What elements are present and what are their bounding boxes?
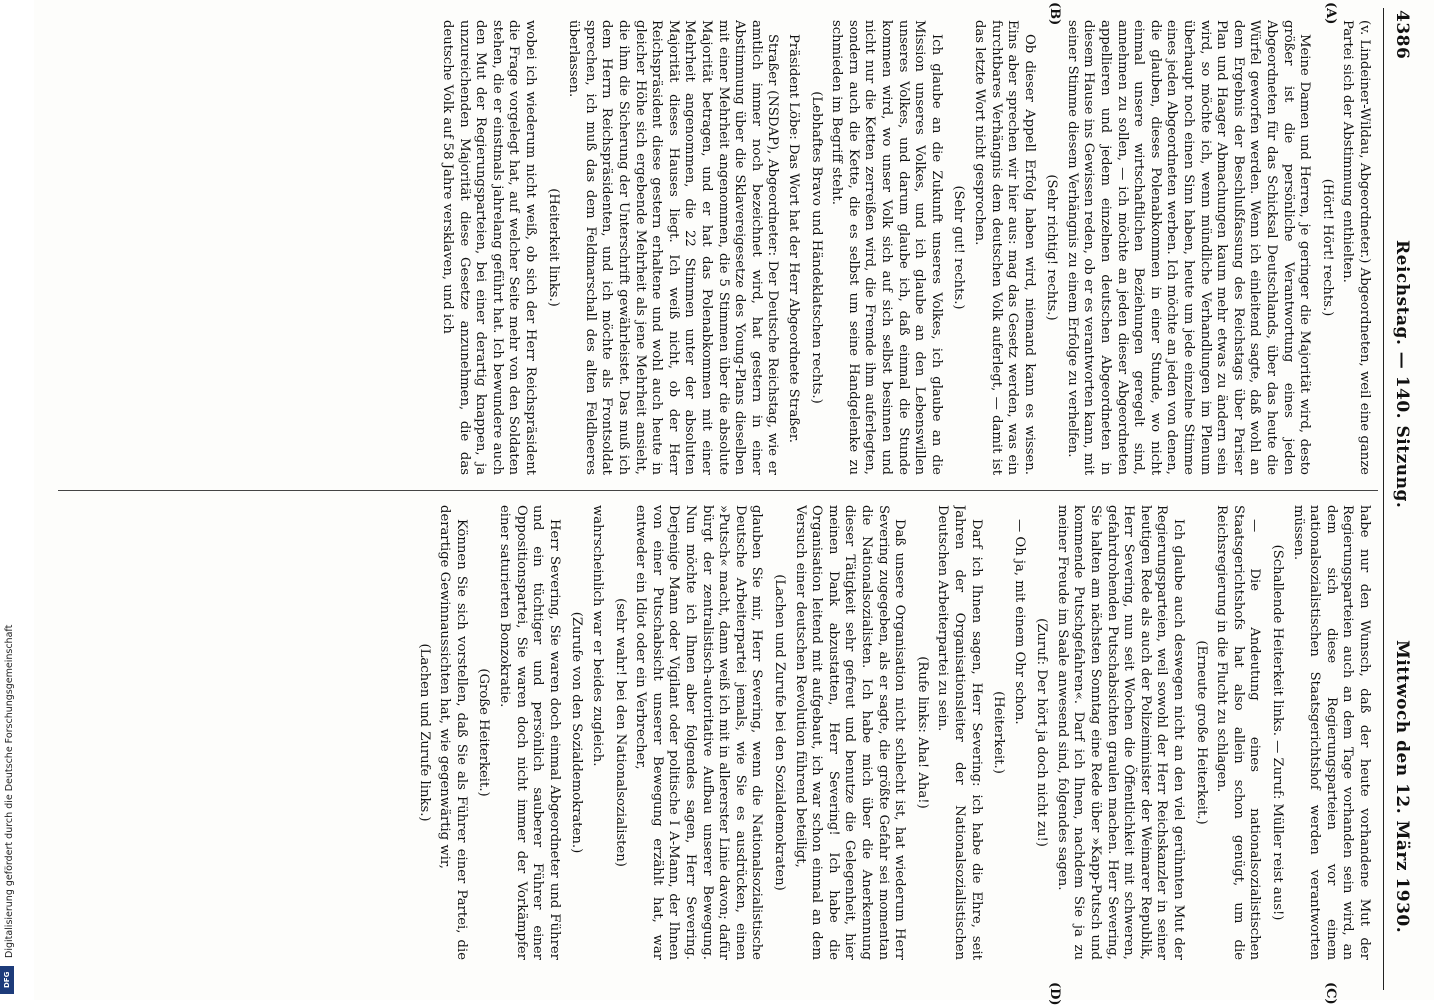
paragraph: — Oh ja, mit einem Ohr schon. [1011, 519, 1027, 725]
paragraph: glauben Sie mir, Herr Severing, wenn die Nationalsozialistische Deutsche Arbeiterpartei jemals, wie Sie es ausdrücken, einen »Putsch« macht, dann weiß ich mit in allererster Linie davon; dafür bürgt der zentralistisch-autoritative Aufbau unserer Bewegung. Nun möchte ich Ihnen aber folgendes sagen, Herr Severing. Derjenige Mann oder Vigilant oder politische I A-Mann, der Ihnen von einer Putschabsicht unserer Bewegung erzählt hat, war entweder ein Idiot oder ein Verbrecher, [633, 505, 765, 960]
margin-ref-a: (A) [1323, 2, 1338, 25]
speaker-intro: Präsident Löbe: Das Wort hat der Herr Abgeordnete Straßer. [786, 34, 801, 443]
paragraph: Ob dieser Appell Erfolg haben wird, niemand kann es wissen. Eins aber sprechen wir hier aus: mag das Gesetz werden, was ein furchtbares Verhängnis dem deutschen Volk auferlegt, — damit ist das letzte Wort nicht gesprochen. [971, 20, 1037, 475]
interjection: (Zurufe von den Sozialdemokraten.) [569, 611, 585, 854]
interjection: (Zuruf: Der hört ja doch nicht zu!) [1034, 618, 1050, 847]
column-divider [58, 490, 1378, 491]
paragraph: Herr Severing, Sie waren doch einmal Abgeordneter und Führer und ein tüchtiger und persönlich sauberer Führer einer Oppositionspartei, Sie waren doch nicht immer der Vorkämpfer einer saturierten Bonzokratie. [497, 505, 562, 960]
interjection: (Große Heiterkeit.) [476, 668, 492, 797]
page-header [1382, 0, 1412, 1000]
interjection: (Lachen und Zurufe bei den Sozialdemokraten) [772, 574, 787, 891]
interjection: (Rufe links: Aha! Aha!) [914, 656, 930, 809]
session-date: Mittwoch den 12. März 1930. [1392, 640, 1412, 934]
left-column [72, 20, 1372, 475]
paragraph: Ich glaube auch deswegen nicht an den viel gerühmten Mut der Regierungsparteien, weil sowohl der Herr Reichskanzler in seiner heutigen Rede als auch der Polizeiminister der Weimarer Republik, Herr Severing, nun seit Wochen die Öffentlichkeit mit schweren, gefahrdrohenden Putschabsichten graulen machen. Herr Severing, Sie halten am nächsten Sonntag eine Rede über »Kapp-Putsch und kommende Putschgefahren«. Darf ich Ihnen, nachdem Sie ja zu meiner Freude im Saale anwesend sind, folgendes sagen. [1054, 505, 1187, 960]
header-rule [1383, 8, 1384, 990]
paragraph: — Die Andeutung eines nationalsozialistischen Staatsgerichtshofs hat also allein schon genügt, um die Reichsregierung in die Flucht zu schlagen. [1214, 505, 1263, 960]
interjection: (Lebhaftes Bravo und Händeklatschen rechts.) [808, 91, 824, 404]
interjection: (Heiterkeit links.) [545, 188, 561, 307]
interjection: (sehr wahr! bei den Nationalsozialisten) [612, 598, 628, 867]
interjection: (Sehr gut! rechts.) [951, 185, 967, 310]
paragraph: Darf ich Ihnen sagen, Herr Severing: ich habe die Ehre, seit Jahren der Organisationsleiter der Nationalsozialistischen Deutschen Arbeiterpartei zu sein. [935, 505, 984, 960]
paragraph: wahrscheinlich war er beides zugleich. [590, 505, 606, 767]
paragraph: habe nur den Wunsch, daß der heute vorhandene Mut der Regierungsparteien auch an dem Tage vorhanden sein wird, an dem sich diese Regierungsparteien vor einem nationalsozialistischen Staatsgerichtshof werden verantworten müssen. [1290, 505, 1372, 960]
paragraph: Straßer (NSDAP), Abgeordneter: Der Deutsche Reichstag, wie er amtlich immer noch bezeichnet wird, hat gestern in einer Abstimmung über die Sklavereigesetze des Young-Plans dieselben mit einer Mehrheit angenommen, die 5 Stimmen über die absolute Majorität betragen, und er hat das Polenabkommen mit einer Mehrheit angenommen, die 22 Stimmen unter der absoluten Majorität dieses Hauses liegt. Ich weiß nicht, ob der Herr Reichspräsident diese gestern erhaltene und wohl auch heute in gleicher Höhe sich ergebende Mehrheit als jene Mehrheit ansieht, die ihm die Sicherung der Unterschrift gewährleistet. Das muß ich dem Herrn Reichspräsidenten, und ich möchte als Frontsoldat sprechen, ich muß das dem Feldmarschall des alten Feldheeres überlassen. [566, 20, 781, 475]
scanned-page [34, 0, 1434, 1006]
dfg-logo: DFG [0, 966, 14, 994]
paragraph: (v. Lindeiner-Wildau, Abgeordneter.) Abgeordneten, weil eine ganze Partei sich der Abstimmung enthielten. [1340, 20, 1372, 475]
page-number: 4386 [1392, 10, 1412, 60]
margin-ref-c: (C) [1323, 982, 1338, 1005]
paragraph: Meine Damen und Herren, je geringer die Majorität wird, desto größer ist die persönliche Verantwortung eines jeden Abgeordneten für das Schicksal Deutschlands, über das heute die Würfel geworfen werden. Wenn ich einleitend sagte, daß wohl an dem Ergebnis der Beschlußfassung des Reichstags über Pariser Plan und Haager Abmachungen kaum mehr etwas zu ändern sein wird, so möchte ich, wenn mündliche Verhandlungen im Plenum überhaupt noch einen Sinn haben, heute um jede einzelne Stimme eines jeden Abgeordneten werben. Ich möchte an jeden von denen, die glauben, dieses Polenabkommen in einer Stunde, wo nicht einmal unsere wirtschaftlichen Beziehungen geregelt sind, annehmen zu sollen, — ich möchte an jeden dieser Abgeordneten appellieren und jedem einzelnen deutschen Abgeordneten in diesem Hause ins Gewissen reden, ob er es verantworten kann, mit seiner Stimme diesem Verhängnis zu einem Erfolge zu verhelfen. [1064, 20, 1313, 475]
margin-ref-d: (D) [1047, 982, 1062, 1006]
interjection: (Hört! Hört! rechts.) [1319, 178, 1335, 317]
interjection: (Lachen und Zurufe links.) [416, 643, 432, 822]
digitization-note: Digitalisierung gefördert durch die Deutsche Forschungsgemeinschaft [4, 624, 15, 958]
interjection: (Heiterkeit.) [991, 691, 1007, 774]
paragraph: Daß unsere Organisation nicht schlecht ist, hat wiederum Herr Severing zugegeben, als er sagte, die größte Gefahr sei momentan die Nationalsozialisten. Ich habe mich über die Anerkennung dieser Tätigkeit sehr gefreut und benutze die Gelegenheit, hier meinen Dank abzustatten, Herr Severing! Ich habe die Organisation leitend mit aufgebaut, ich war schon einmal an dem Versuch einer deutschen Revolution führend beteiligt, [792, 505, 908, 960]
interjection: (Sehr richtig! rechts.) [1044, 174, 1060, 321]
paragraph: wobei ich wiederum nicht weiß, ob sich der Herr Reichspräsident die Frage vorgelegt hat, auf welcher Seite mehr von den Soldaten stehen, die er einstmals jahrelang geführt hat. Ich bewundere auch den Mut der Regierungsparteien, bei einer derartig knappen, ja unzureichenden Majorität diese Gesetze anzunehmen, die das deutsche Volk auf 58 Jahre versklaven, und ich [440, 20, 539, 475]
interjection: (Erneute große Heiterkeit.) [1193, 640, 1209, 825]
paragraph: Können Sie sich vorstellen, daß Sie als Führer einer Partei, die derartige Gewinnaussichten hat, wie gegenwärtig wir, [437, 505, 469, 960]
right-column [72, 505, 1372, 960]
interjection: (Schallende Heiterkeit links. — Zuruf: Müller reist aus!) [1270, 544, 1286, 921]
margin-ref-b: (B) [1047, 2, 1062, 26]
paragraph: Ich glaube an die Zukunft unseres Volkes, ich glaube an die Mission unseres Volkes, und ich glaube an den Lebenswillen unseres Volkes, und darum glaube ich, daß einmal die Stunde kommen wird, wo unser Volk sich auf sich selbst besinnen und nicht nur die Ketten zerreißen wird, die Fremde ihm auferlegten, sondern auch die Kette, die es selbst um seine Handgelenke zu schmieden im Begriff steht. [829, 20, 944, 475]
session-title: Reichstag. — 140. Sitzung. [1392, 240, 1412, 509]
